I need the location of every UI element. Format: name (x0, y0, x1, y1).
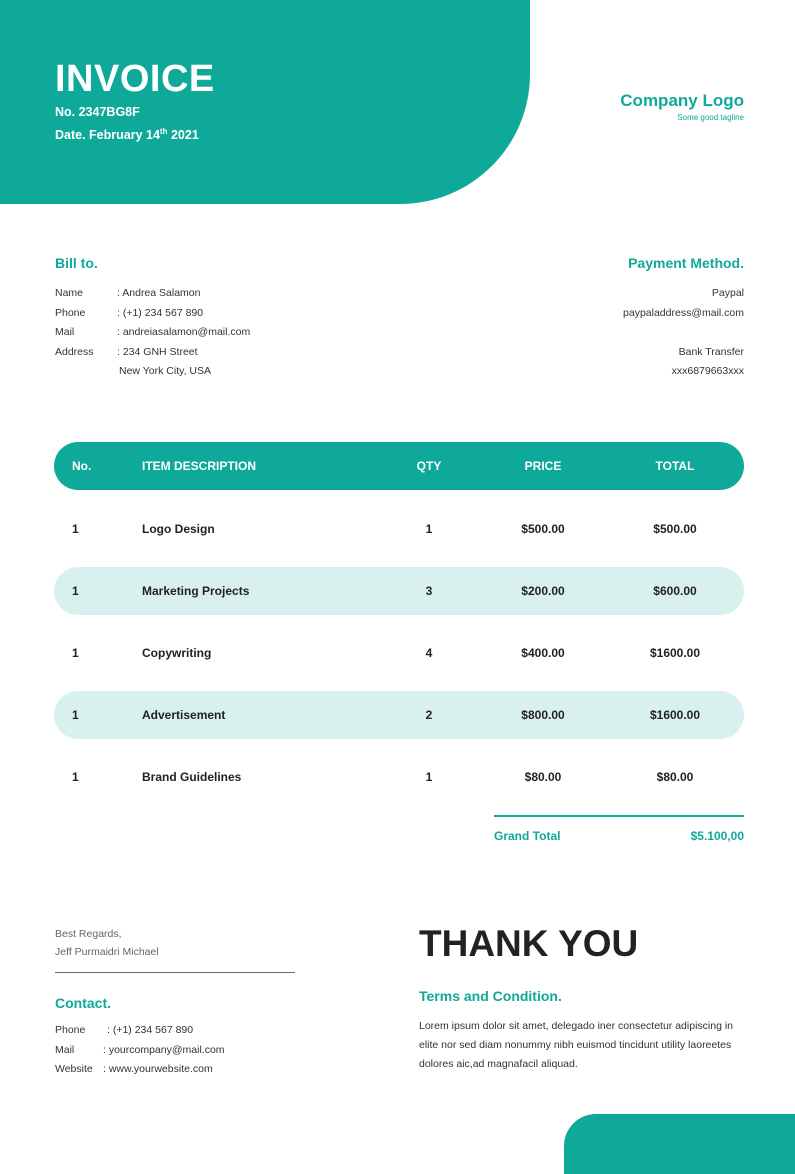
grand-total-label: Grand Total (494, 829, 561, 843)
signature-line (55, 972, 295, 973)
payment-method-title: Payment Method. (628, 255, 744, 271)
cell-total: $1600.00 (649, 646, 701, 660)
company-logo (620, 91, 744, 122)
cell-description: Copywriting (142, 646, 212, 660)
payment-line: Paypal (711, 287, 744, 299)
contact-value: : (+1) 234 567 890 (107, 1024, 194, 1036)
footer-accent-shape (564, 1114, 795, 1174)
bill-row (55, 287, 250, 307)
cell-price: $500.00 (521, 522, 565, 536)
cell-no: 1 (72, 770, 79, 784)
contact-row (55, 1063, 225, 1083)
cell-no: 1 (72, 584, 79, 598)
cell-no: 1 (72, 708, 79, 722)
payment-line (623, 326, 744, 346)
cell-description: Advertisement (142, 708, 226, 722)
bill-label: Name (55, 287, 84, 299)
table-row (54, 567, 744, 615)
bill-value: New York City, USA (119, 365, 212, 377)
thank-you-heading: THANK YOU (419, 923, 639, 964)
invoice-date-main: Date. February 14 (55, 128, 160, 143)
cell-price: $400.00 (521, 646, 565, 660)
payment-line: paypaladdress@mail.com (623, 306, 744, 319)
invoice-date (55, 127, 199, 142)
contact-details (55, 1024, 225, 1083)
invoice-date-suffix: th (159, 127, 168, 136)
contact-label: Phone (55, 1024, 86, 1036)
header-description: ITEM DESCRIPTION (142, 459, 257, 473)
invoice-number: No. 2347BG8F (55, 105, 140, 119)
cell-total: $80.00 (656, 770, 694, 784)
header-qty: QTY (416, 459, 442, 473)
grand-total-divider (494, 815, 744, 817)
contact-row (55, 1044, 225, 1064)
bill-label: Phone (55, 306, 86, 319)
table-row (54, 691, 744, 739)
table-row (54, 753, 744, 801)
invoice-title: INVOICE (55, 58, 215, 100)
signer-name: Jeff Purmaidri Michael (55, 946, 159, 958)
bill-to-details (55, 287, 250, 385)
contact-row (55, 1024, 225, 1044)
terms-title: Terms and Condition. (419, 988, 562, 1004)
cell-description: Logo Design (142, 522, 215, 536)
header-total: TOTAL (655, 459, 695, 473)
cell-price: $80.00 (524, 770, 562, 784)
header-price: PRICE (524, 459, 562, 473)
bill-label: Address (55, 345, 94, 358)
invoice-date-year: 2021 (167, 128, 199, 143)
cell-price: $800.00 (521, 708, 565, 722)
cell-qty: 3 (425, 584, 433, 598)
table-row (54, 629, 744, 677)
regards-block (55, 925, 159, 961)
items-table-header (54, 442, 744, 490)
header-banner (0, 0, 530, 204)
contact-value: : www.yourwebsite.com (103, 1063, 213, 1075)
cell-description: Marketing Projects (142, 584, 250, 598)
contact-value: : yourcompany@mail.com (103, 1043, 225, 1056)
bill-label (55, 365, 117, 385)
cell-price: $200.00 (521, 584, 565, 598)
cell-qty: 1 (425, 770, 433, 784)
cell-qty: 1 (425, 522, 433, 536)
bill-value: : Andrea Salamon (117, 287, 201, 299)
cell-total: $500.00 (653, 522, 697, 536)
cell-description: Brand Guidelines (142, 770, 242, 784)
bill-row (55, 346, 250, 366)
table-row (54, 505, 744, 553)
bill-to-title: Bill to. (55, 255, 98, 271)
payment-details (623, 287, 744, 385)
bill-row (55, 307, 250, 327)
regards-line: Best Regards, (55, 928, 122, 940)
bill-row (55, 326, 250, 346)
terms-text: Lorem ipsum dolor sit amet, delegado iner consectetur adipiscing in elite nor sed diam nonummy nibh euismod tincidunt utility laoreetes dolores aic,ad magnafacil aliquad. (419, 1020, 734, 1070)
payment-line: Bank Transfer (678, 345, 744, 358)
payment-line: xxx6879663xxx (671, 365, 744, 377)
header-no: No. (72, 459, 92, 473)
grand-total-value: $5.100,00 (690, 829, 744, 843)
contact-label: Website (55, 1063, 93, 1075)
cell-qty: 4 (425, 646, 433, 660)
company-name: Company Logo (620, 91, 744, 110)
bill-row (55, 365, 250, 385)
bill-value: : (+1) 234 567 890 (117, 306, 204, 319)
company-tagline: Some good tagline (677, 113, 744, 122)
cell-total: $600.00 (653, 584, 697, 598)
cell-total: $1600.00 (649, 708, 701, 722)
bill-value: : andreiasalamon@mail.com (117, 326, 251, 338)
cell-no: 1 (72, 522, 79, 536)
contact-label: Mail (55, 1043, 75, 1056)
bill-label: Mail (55, 326, 75, 338)
bill-value: : 234 GNH Street (117, 345, 198, 358)
contact-title: Contact. (55, 995, 111, 1011)
cell-no: 1 (72, 646, 79, 660)
cell-qty: 2 (425, 708, 433, 722)
